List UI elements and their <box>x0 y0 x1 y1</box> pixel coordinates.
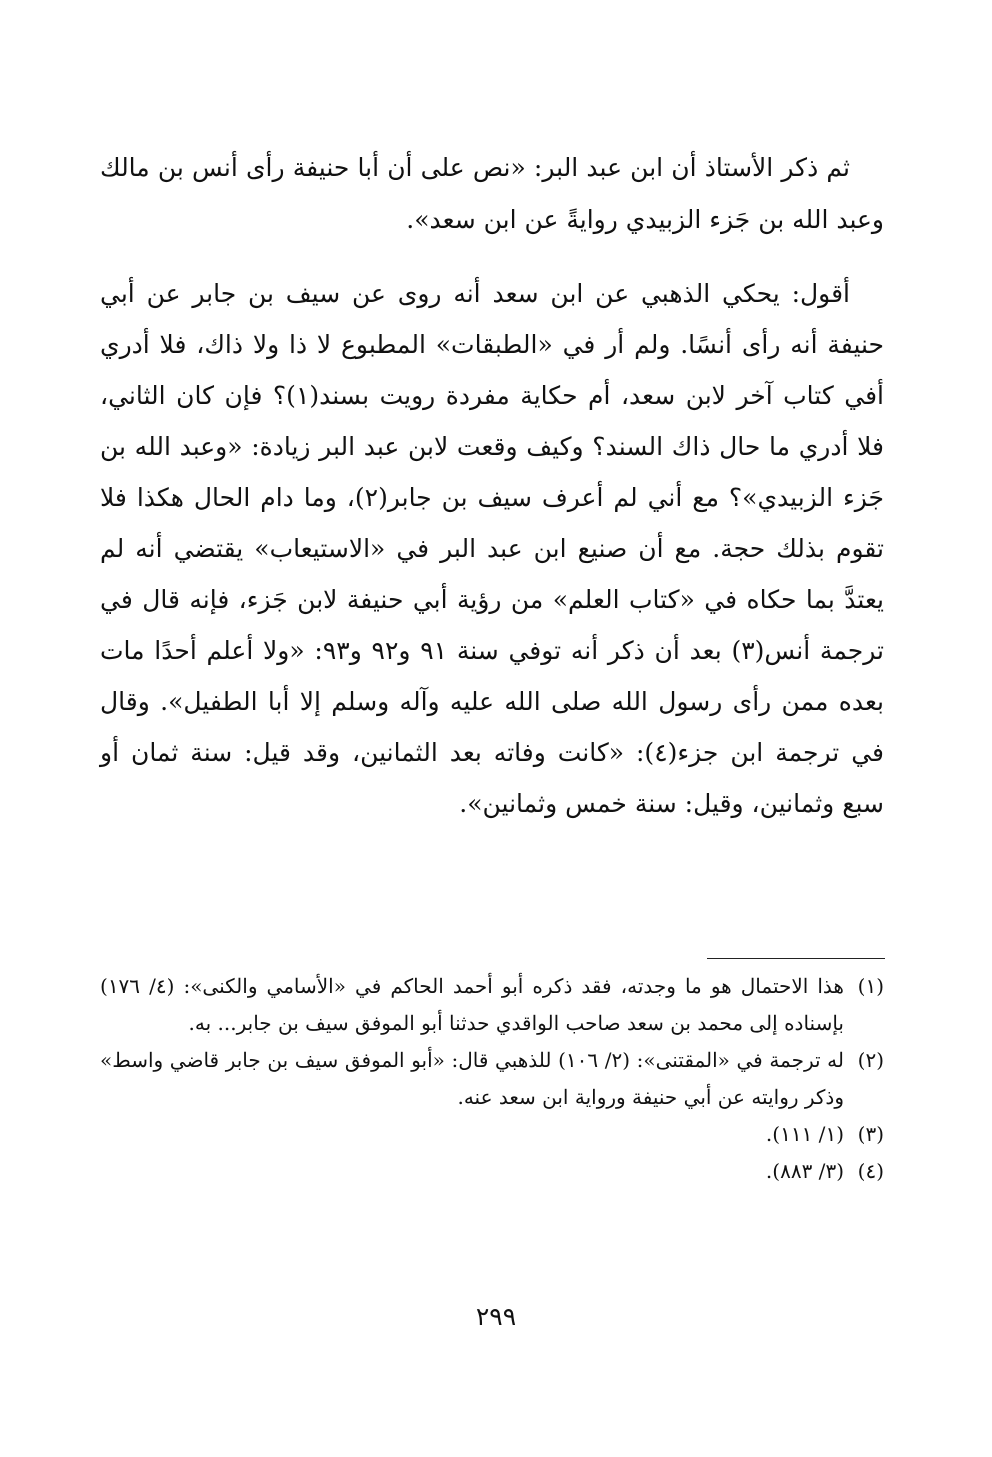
footnote-text: (٣/ ٨٨٣). <box>765 1159 844 1183</box>
footnotes <box>100 968 884 1190</box>
footnote-number: (٤) <box>857 1159 884 1183</box>
footnote-3 <box>100 1116 884 1153</box>
footnote-number: (١) <box>857 974 884 998</box>
footnote-separator <box>707 958 885 959</box>
footnote-2 <box>100 1042 884 1116</box>
footnote-text: (١/ ١١١). <box>765 1122 844 1146</box>
footnote-text: هذا الاحتمال هو ما وجدته، فقد ذكره أبو أحمد الحاكم في «الأسامي والكنى»: (٤/ ١٧٦) بإسناده إلى محمد بن سعد صاحب الواقدي حدثنا أبو الموفق سيف بن جابر... به. <box>100 974 844 1035</box>
paragraph-2: أقول: يحكي الذهبي عن ابن سعد أنه روى عن سيف بن جابر عن أبي حنيفة أنه رأى أنسًا. ولم أر في «الطبقات» المطبوع لا ذا ولا ذاك، فلا أدري أفي كتاب آخر لابن سعد، أم حكاية مفردة رويت بسند(١)؟ فإن كان الثاني، فلا أدري ما حال ذاك السند؟ وكيف وقعت لابن عبد البر زيادة: «وعبد الله بن جَزء الزبيدي»؟ مع أني لم أعرف سيف بن جابر(٢)، وما دام الحال هكذا فلا تقوم بذلك حجة. مع أن صنيع ابن عبد البر في «الاستيعاب» يقتضي أنه لم يعتدَّ بما حكاه في «كتاب العلم» من رؤية أبي حنيفة لابن جَزء، فإنه قال في ترجمة أنس(٣) بعد أن ذكر أنه توفي سنة ٩١ و٩٢ و٩٣: «ولا أعلم أحدًا مات بعده ممن رأى رسول الله صلى الله عليه وآله وسلم إلا أبا الطفيل». وقال في ترجمة ابن جزء(٤): «كانت وفاته بعد الثمانين، وقد قيل: سنة ثمان أو سبع وثمانين، وقيل: سنة خمس وثمانين». <box>100 279 884 818</box>
footnote-1 <box>100 968 884 1042</box>
paragraph-1: ثم ذكر الأستاذ أن ابن عبد البر: «نص على أن أبا حنيفة رأى أنس بن مالك وعبد الله بن جَزء الزبيدي روايةً عن ابن سعد». <box>100 153 884 234</box>
page-number: ٢٩٩ <box>475 1302 517 1331</box>
footnote-4 <box>100 1153 884 1190</box>
footnote-number: (٣) <box>857 1122 884 1146</box>
footnote-text: له ترجمة في «المقتنى»: (٢/ ١٠٦) للذهبي قال: «أبو الموفق سيف بن جابر قاضي واسط» وذكر روايته عن أبي حنيفة ورواية ابن سعد عنه. <box>100 1048 844 1109</box>
footnote-number: (٢) <box>857 1048 884 1072</box>
